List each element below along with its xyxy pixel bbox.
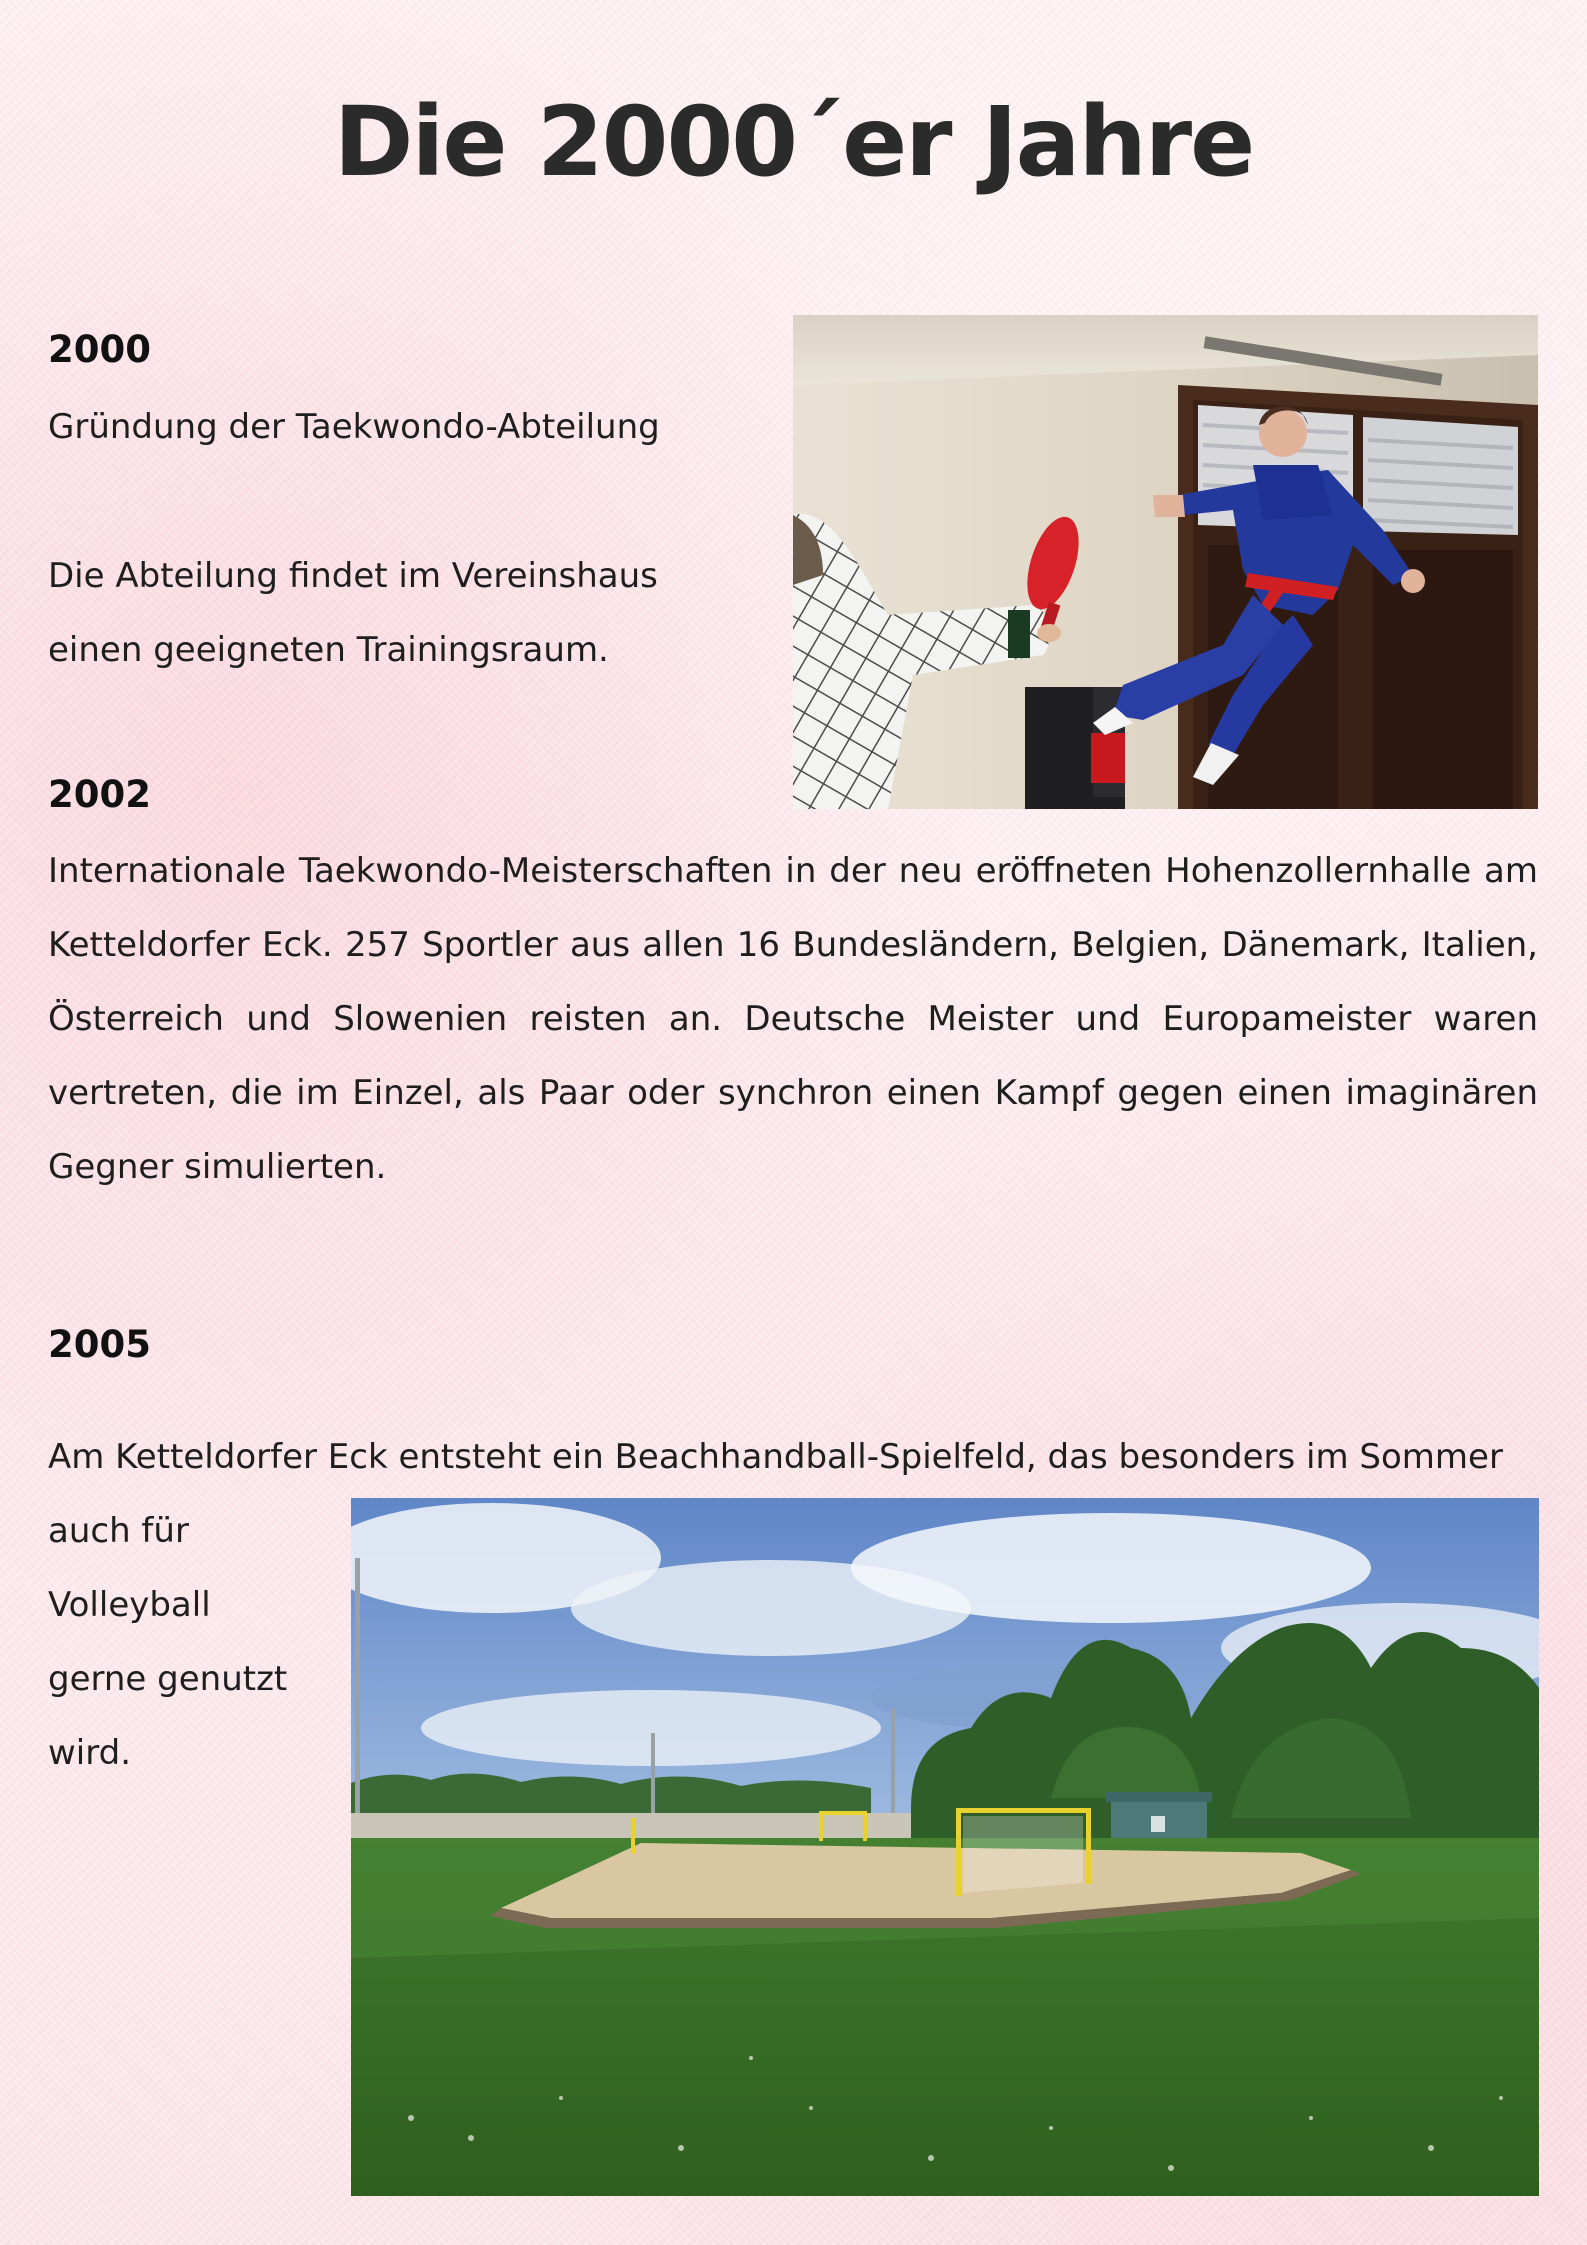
paragraph-2005-line-5: wird. xyxy=(48,1733,132,1773)
paragraph-2005-line-2: auch für xyxy=(48,1511,189,1551)
paragraph-2005-beachfield: Am Ketteldorfer Eck entsteht ein Beachhandball-Spielfeld, das besonders im Sommer xyxy=(48,1437,1503,1477)
year-heading-2005: 2005 xyxy=(48,1323,151,1366)
paragraph-2000-founding: Gründung der Taekwondo-Abteilung xyxy=(48,407,660,447)
paragraph-2002-championships: Internationale Taekwondo-Meisterschaften in der neu eröffneten Hohenzollernhalle am Ketteldorfer Eck. 257 Sportler aus allen 16 Bundesländern, Belgien, Dänemark, Italien, Österreich und Slowenien reisten an. Deutsche Meister und Europameister waren vertreten, die im Einzel, als Paar oder synchron einen Kampf gegen einen imaginären Gegner simulierten. xyxy=(48,851,1538,1187)
paragraph-2005-line-4: gerne genutzt xyxy=(48,1659,288,1699)
taekwondo-kick-photo xyxy=(793,315,1538,809)
paragraph-2000-training-room: Die Abteilung findet im Vereinshaus einen geeigneten Trainingsraum. xyxy=(48,556,658,670)
paragraph-2005-line-3: Volleyball xyxy=(48,1585,211,1625)
page-title: Die 2000´er Jahre xyxy=(333,86,1254,198)
year-heading-2002: 2002 xyxy=(48,773,151,816)
beach-field-photo xyxy=(351,1498,1539,2196)
year-heading-2000: 2000 xyxy=(48,328,151,371)
